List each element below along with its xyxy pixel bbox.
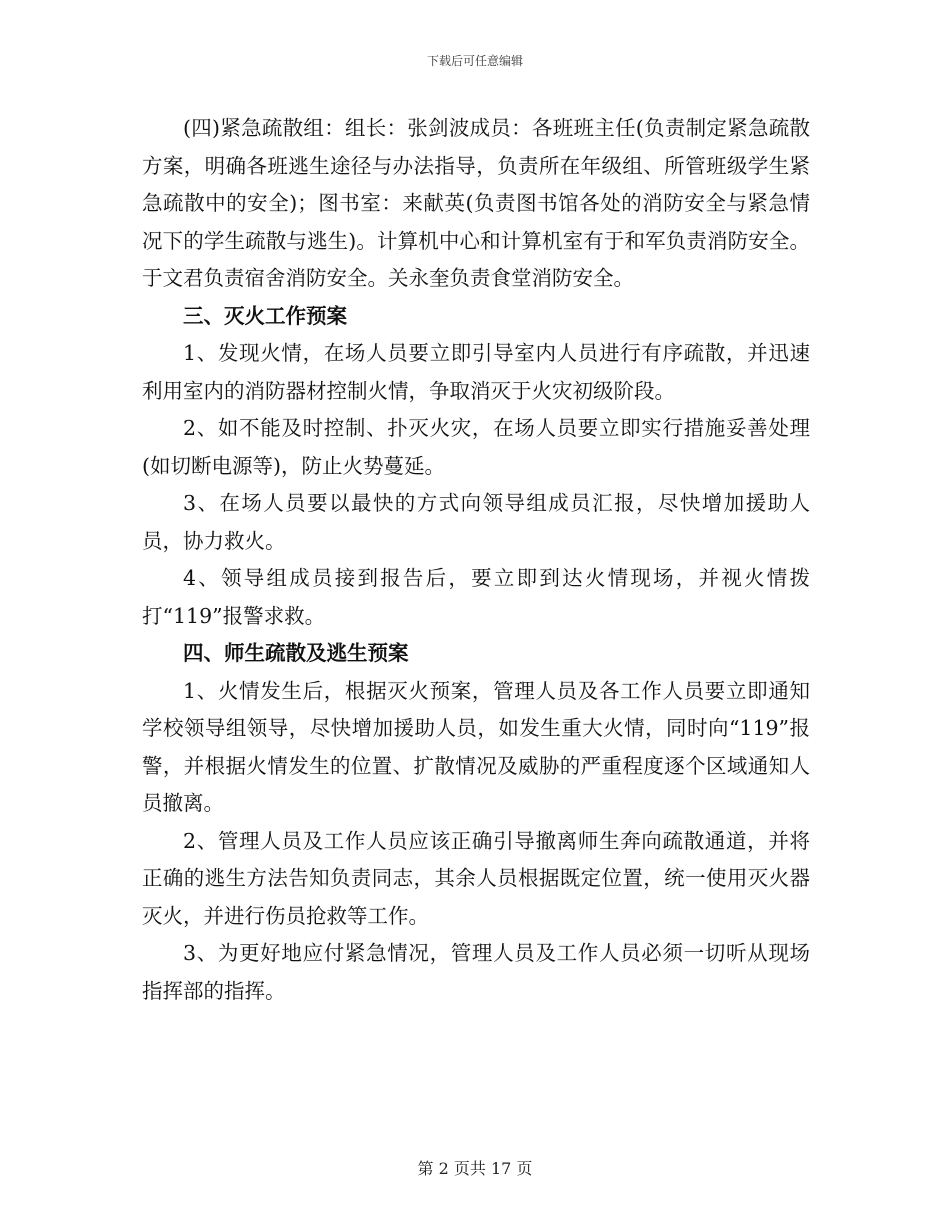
paragraph-firefighting-4: 4、领导组成员接到报告后，要立即到达火情现场，并视火情拨打“119”报警求救。: [142, 566, 810, 628]
paragraph-evacuation-group: (四)紧急疏散组：组长：张剑波成员：各班班主任(负责制定紧急疏散方案，明确各班逃生途径与办法指导，负责所在年级组、所管班级学生紧急疏散中的安全)；图书室：来献英(负责图书馆各处的消防安全与紧急情况下的学生疏散与逃生)。计算机中心和计算机室有于和军负责消防安全。于文君负责宿舍消防安全。关永奎负责食堂消防安全。: [142, 116, 810, 290]
paragraph-evacuation-3: 3、为更好地应付紧急情况，管理人员及工作人员必须一切听从现场指挥部的指挥。: [142, 941, 810, 1003]
paragraph-evacuation-2: 2、管理人员及工作人员应该正确引导撤离师生奔向疏散通道，并将正确的逃生方法告知负责同志，其余人员根据既定位置，统一使用灭火器灭火，并进行伤员抢救等工作。: [142, 828, 810, 928]
paragraph-firefighting-3: 3、在场人员要以最快的方式向领导组成员汇报，尽快增加援助人员，协力救火。: [142, 491, 810, 553]
paragraph-firefighting-1: 1、发现火情，在场人员要立即引导室内人员进行有序疏散，并迅速利用室内的消防器材控制火情，争取消灭于火灾初级阶段。: [142, 341, 810, 403]
section-heading-evacuation-plan: 四、师生疏散及逃生预案: [183, 641, 409, 665]
paragraph-evacuation-1: 1、火情发生后，根据灭火预案，管理人员及各工作人员要立即通知学校领导组领导，尽快增加援助人员，如发生重大火情，同时向“119”报警，并根据火情发生的位置、扩散情况及威胁的严重程度逐个区域通知人员撤离。: [142, 678, 810, 815]
paragraph-firefighting-2: 2、如不能及时控制、扑灭火灾，在场人员要立即实行措施妥善处理(如切断电源等)，防止火势蔓延。: [142, 416, 810, 478]
page-header: 下载后可任意编辑: [426, 54, 523, 68]
page-number: 第 2 页共 17 页: [417, 1159, 533, 1178]
document-body: [142, 110, 810, 1010]
section-heading-firefighting-plan: 三、灭火工作预案: [183, 303, 347, 328]
